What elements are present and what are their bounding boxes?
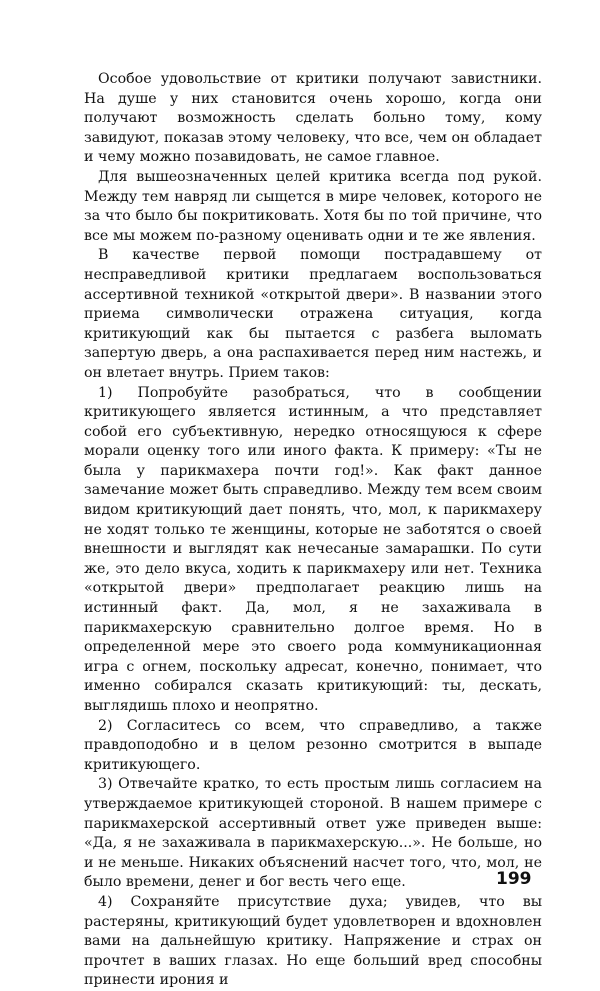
paragraph-step-3: 3) Отвечайте кратко, то есть простым лишь согласием на утверждаемое критикующей стороной. В нашем примере с парикмахерской ассертивный ответ уже приведен выше: «Да, я не захаживала в парикмахерскую...». Не больше, но и не меньше. Никаких объяснений насчет того, что, мол, не было времени, денег и бог весть чего еще.	[84, 776, 542, 891]
paragraph-step-1: 1) Попробуйте разобраться, что в сообщении критикующего является истинным, а что представляет собой его субъективную, нередко относящуюся к сфере морали оценку того или иного факта. К примеру: «Ты не была у парикмахера почти год!». Как факт данное замечание может быть справедливо. Между тем всем своим видом критикующий дает понять, что, мол, к парикмахеру не ходят только те женщины, которые не заботятся о своей внешности и выглядят как нечесаные замарашки. По сути же, это дело вкуса, ходить к парикмахеру или нет. Техника «открытой двери» предполагает реакцию лишь на истинный факт. Да, мол, я не захаживала в парикмахерскую сравнительно долгое время. Но в определенной мере это своего рода коммуникационная игра с огнем, поскольку адресат, конечно, понимает, что именно собирался сказать критикующий: ты, дескать, выглядишь плохо и неопрятно.	[84, 384, 542, 714]
paragraph-step-4: 4) Сохраняйте присутствие духа; увидев, что вы растеряны, критикующий будет удовлетворен и вдохновлен вами на дальнейшую критику. Напряжение и страх он прочтет в ваших глазах. Но еще больший вред способны принести ирония и	[84, 893, 542, 989]
page-number: 199	[496, 869, 532, 889]
paragraph-step-2: 2) Согласитесь со всем, что справедливо, а также правдоподобно и в целом резонно смотрится в выпаде критикующего.	[84, 717, 542, 773]
paragraph-criticism-purpose: Для вышеозначенных целей критика всегда под рукой. Между тем навряд ли сыщется в мире человек, которого не за что было бы покритиковать. Хотя бы по той причине, что все мы можем по-разному оценивать одни и те же явления.	[84, 168, 542, 244]
body-text	[84, 70, 542, 991]
paragraph-envy: Особое удовольствие от критики получают завистники. На душе у них становится очень хорошо, когда они получают возможность сделать больно тому, кому завидуют, показав этому человеку, что все, чем он обладает и чему можно позавидовать, не самое главное.	[84, 71, 542, 166]
paragraph-open-door-technique: В качестве первой помощи пострадавшему от несправедливой критики предлагаем воспользоваться ассертивной техникой «открытой двери». В названии этого приема символически отражена ситуация, когда критикующий как бы пытается с разбега выломать запертую дверь, а она распахивается перед ним настежь, и он влетает внутрь. Прием таков:	[84, 247, 542, 381]
